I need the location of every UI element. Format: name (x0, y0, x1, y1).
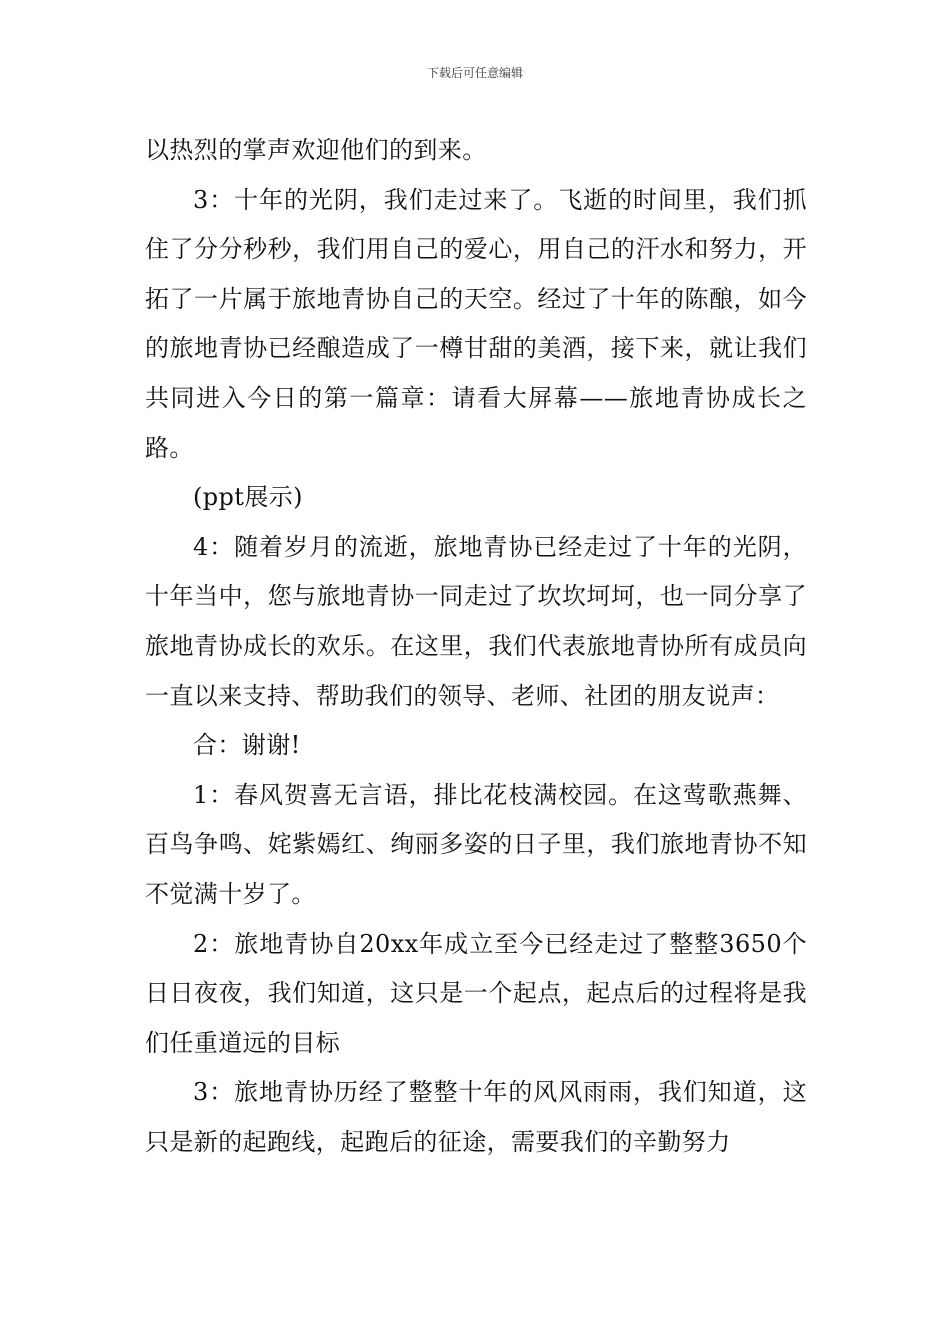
paragraph: 3：旅地青协历经了整整十年的风风雨雨，我们知道，这只是新的起跑线，起跑后的征途，需要我们的辛勤努力 (145, 1078, 807, 1156)
paragraph: (ppt展示) (193, 483, 303, 512)
paragraph: 以热烈的掌声欢迎他们的到来。 (145, 136, 487, 164)
document-body (145, 126, 807, 1167)
paragraph: 4：随着岁月的流逝，旅地青协已经走过了十年的光阴，十年当中，您与旅地青协一同走过了坎坎坷坷，也一同分享了旅地青协成长的欢乐。在这里，我们代表旅地青协所有成员向一直以来支持、帮助我们的领导、老师、社团的朋友说声： (145, 532, 807, 710)
paragraph: 1：春风贺喜无言语，排比花枝满校园。在这莺歌燕舞、百鸟争鸣、姹紫嫣红、绚丽多姿的日子里，我们旅地青协不知不觉满十岁了。 (145, 780, 807, 908)
paragraph: 2：旅地青协自20xx年成立至今已经走过了整整3650个日日夜夜，我们知道，这只是一个起点，起点后的过程将是我们任重道远的目标 (145, 929, 807, 1057)
paragraph: 合：谢谢! (193, 731, 301, 760)
page-header: 下载后可任意编辑 (426, 66, 523, 80)
paragraph: 3：十年的光阴，我们走过来了。飞逝的时间里，我们抓住了分分秒秒，我们用自己的爱心，用自己的汗水和努力，开拓了一片属于旅地青协自己的天空。经过了十年的陈酿，如今的旅地青协已经酿造成了一樽甘甜的美酒，接下来，就让我们共同进入今日的第一篇章：请看大屏幕——旅地青协成长之路。 (145, 185, 807, 462)
